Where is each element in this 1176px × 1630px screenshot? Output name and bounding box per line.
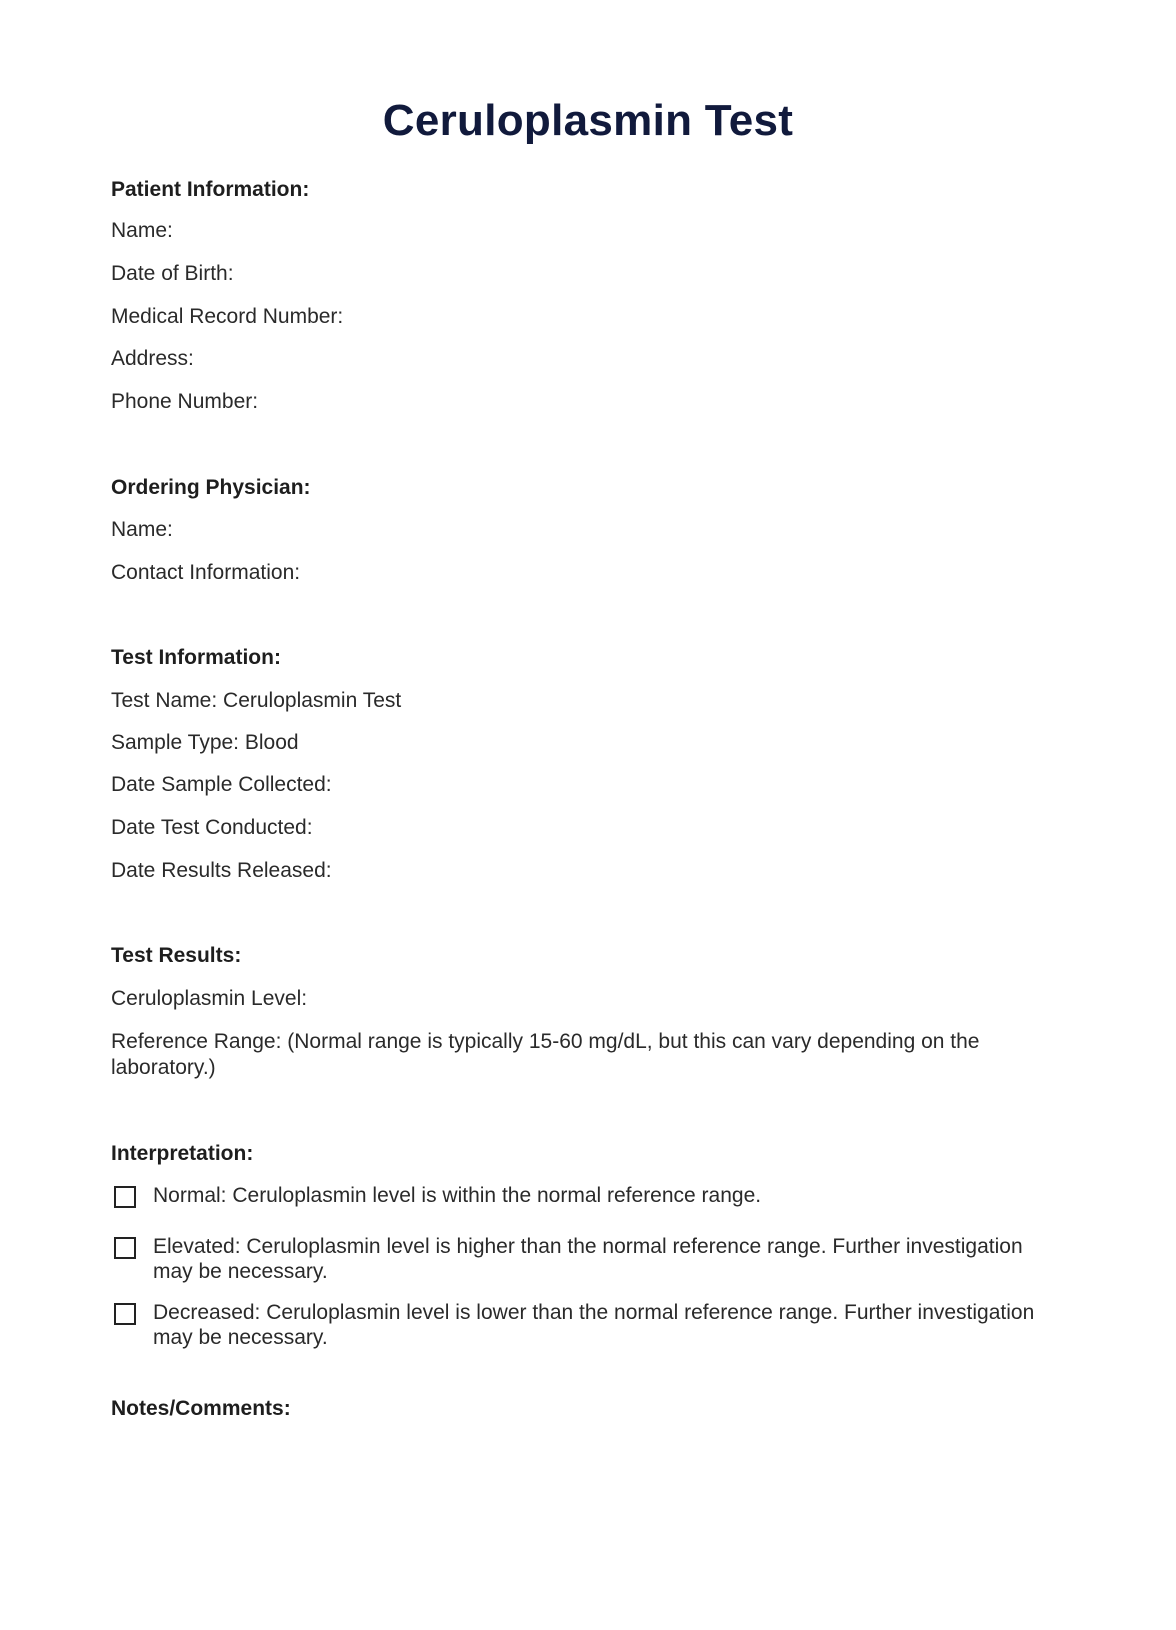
elevated-option-label: Elevated: Ceruloplasmin level is higher than the normal reference range. Further investigation may be necessary. [153,1235,1023,1283]
test-name-field: Test Name: Ceruloplasmin Test [111,689,402,712]
patient-address-field: Address: [111,347,194,370]
physician-name-field: Name: [111,518,173,541]
date-collected-field: Date Sample Collected: [111,773,332,796]
decreased-checkbox[interactable] [114,1303,136,1325]
page-title: Ceruloplasmin Test [382,96,794,145]
ordering-physician-heading: Ordering Physician: [111,476,311,499]
normal-checkbox[interactable] [114,1186,136,1208]
elevated-checkbox[interactable] [114,1237,136,1259]
notes-comments-heading: Notes/Comments: [111,1397,291,1420]
patient-name-field: Name: [111,219,173,242]
patient-mrn-field: Medical Record Number: [111,305,344,328]
sample-type-field: Sample Type: Blood [111,731,299,754]
date-released-field: Date Results Released: [111,859,332,882]
test-information-heading: Test Information: [111,646,281,669]
patient-phone-field: Phone Number: [111,390,259,413]
patient-information-heading: Patient Information: [111,178,310,201]
interpretation-heading: Interpretation: [111,1142,254,1165]
physician-contact-field: Contact Information: [111,561,301,584]
reference-range-text: Reference Range: (Normal range is typically 15-60 mg/dL, but this can vary depending on the laboratory.) [111,1030,980,1079]
test-results-heading: Test Results: [111,944,242,967]
normal-option-label: Normal: Ceruloplasmin level is within the normal reference range. [153,1184,762,1207]
ceruloplasmin-level-field: Ceruloplasmin Level: [111,987,308,1010]
decreased-option-label: Decreased: Ceruloplasmin level is lower than the normal reference range. Further investigation may be necessary. [153,1301,1035,1349]
date-conducted-field: Date Test Conducted: [111,816,313,839]
patient-dob-field: Date of Birth: [111,262,234,285]
